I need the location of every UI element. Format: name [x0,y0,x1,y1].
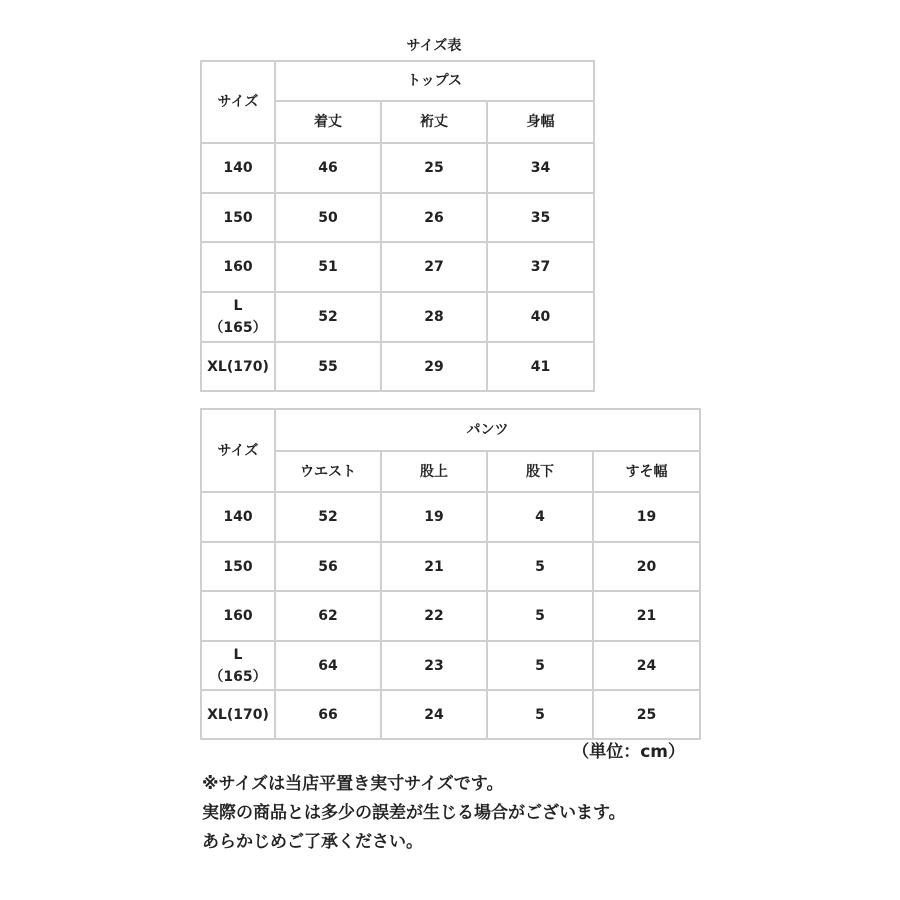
table-cell: 27 [381,242,487,292]
table-cell: 52 [275,492,381,542]
table-cell: 62 [275,591,381,641]
table-cell: 52 [275,292,381,342]
table-cell: 35 [487,193,594,242]
tops-column-header: 裄丈 [381,101,487,143]
note-line: 実際の商品とは多少の誤差が生じる場合がございます。 [202,803,626,823]
table-cell: 23 [381,641,487,690]
table-cell: 66 [275,690,381,739]
table-row [201,542,700,591]
table-cell: 28 [381,292,487,342]
pants-size-header: サイズ [201,409,275,492]
page-title: サイズ表 [406,38,462,54]
table-cell: 50 [275,193,381,242]
table-cell: 34 [487,143,594,193]
table-cell: 55 [275,342,381,391]
tops-size-table [200,60,595,392]
table-row [201,591,700,641]
table-row [201,143,594,193]
size-label: L （165） [201,292,275,342]
size-label: 160 [201,591,275,641]
table-cell: 40 [487,292,594,342]
table-row [201,342,594,391]
table-cell: 24 [381,690,487,739]
size-label: 150 [201,193,275,242]
size-notes [202,770,722,857]
table-cell: 41 [487,342,594,391]
tops-column-header: 着丈 [275,101,381,143]
table-cell: 22 [381,591,487,641]
pants-column-header: ウエスト [275,451,381,492]
table-cell: 51 [275,242,381,292]
note-line: あらかじめご了承ください。 [202,832,423,852]
size-label: L （165） [201,641,275,690]
table-row [201,242,594,292]
table-cell: 29 [381,342,487,391]
note-line: ※サイズは当店平置き実寸サイズです。 [202,774,504,794]
table-cell: 5 [487,591,593,641]
table-cell: 5 [487,641,593,690]
pants-column-header: すそ幅 [593,451,700,492]
table-row [201,690,700,739]
pants-column-header: 股上 [381,451,487,492]
table-cell: 26 [381,193,487,242]
table-cell: 5 [487,542,593,591]
table-cell: 56 [275,542,381,591]
tops-group-header: トップス [275,61,594,101]
table-cell: 4 [487,492,593,542]
table-row [201,292,594,342]
table-cell: 19 [593,492,700,542]
tops-size-header: サイズ [201,61,275,143]
pants-group-header: パンツ [275,409,700,451]
table-row [201,492,700,542]
table-cell: 24 [593,641,700,690]
table-cell: 5 [487,690,593,739]
table-cell: 25 [593,690,700,739]
unit-note: （単位：cm） [572,742,685,762]
size-label: 160 [201,242,275,292]
size-label: XL(170) [201,690,275,739]
table-cell: 19 [381,492,487,542]
tops-column-header: 身幅 [487,101,594,143]
size-label: 140 [201,492,275,542]
table-cell: 20 [593,542,700,591]
table-cell: 21 [593,591,700,641]
table-row [201,641,700,690]
size-label: XL(170) [201,342,275,391]
table-cell: 64 [275,641,381,690]
table-row [201,193,594,242]
size-label: 150 [201,542,275,591]
size-label: 140 [201,143,275,193]
table-cell: 25 [381,143,487,193]
pants-size-table [200,408,701,740]
table-cell: 46 [275,143,381,193]
table-cell: 21 [381,542,487,591]
pants-column-header: 股下 [487,451,593,492]
table-cell: 37 [487,242,594,292]
